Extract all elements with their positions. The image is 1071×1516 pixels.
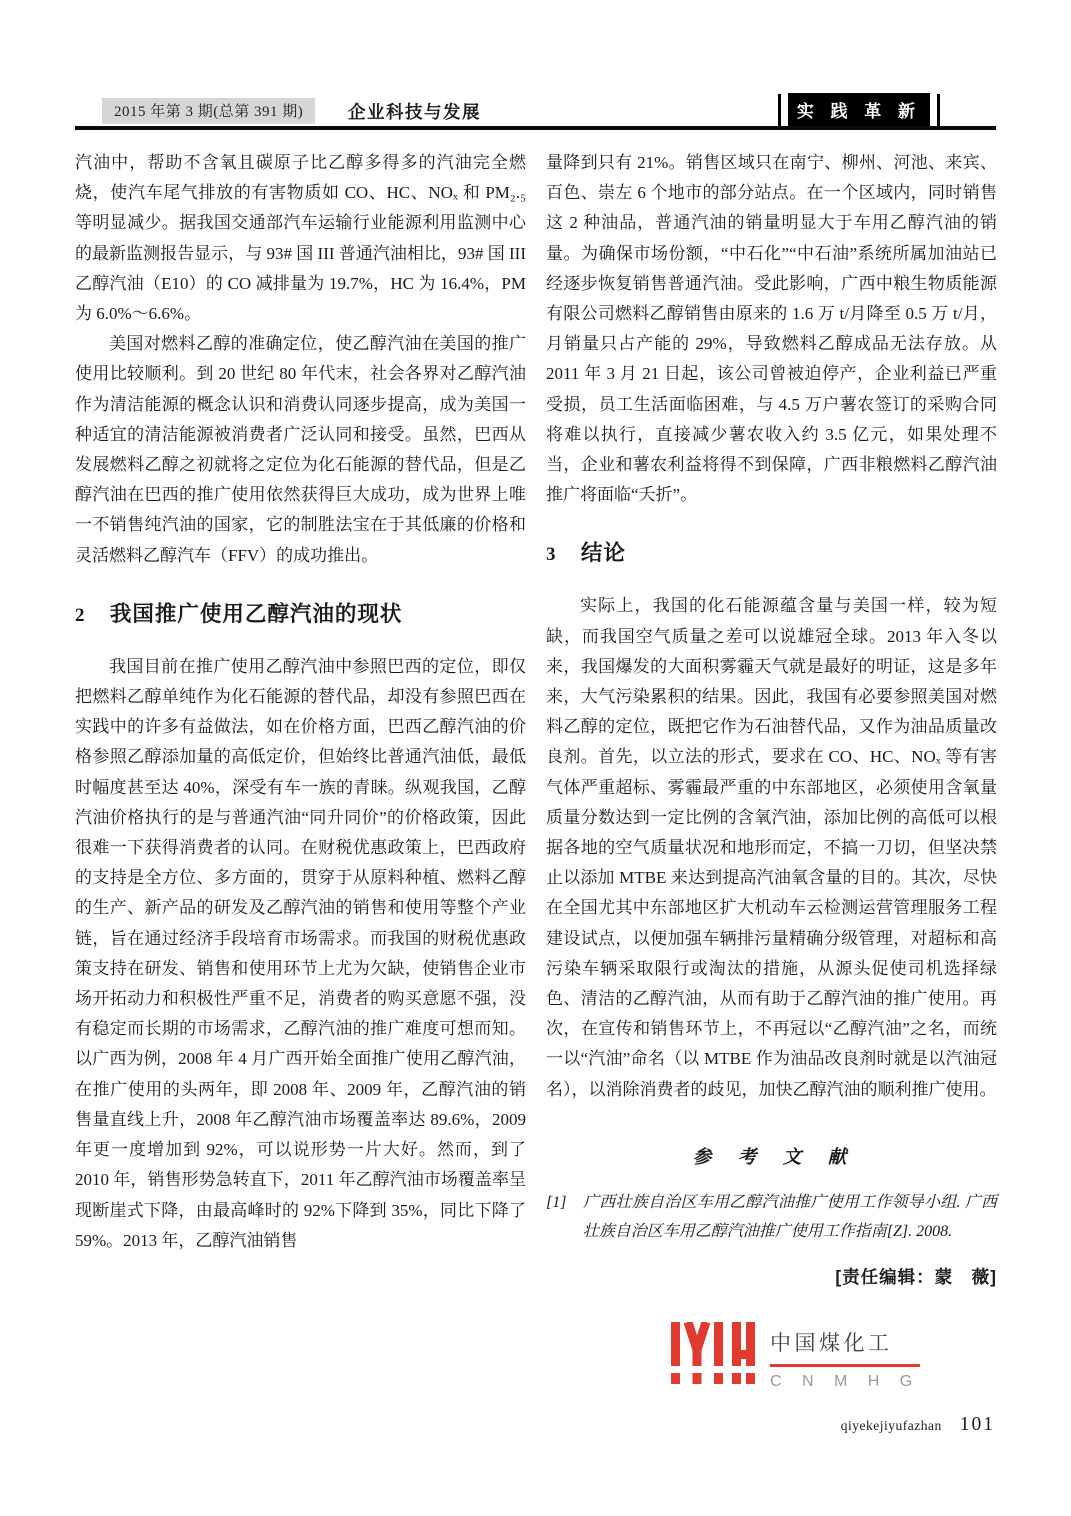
reference-item — [546, 1189, 997, 1246]
tag-left-bar — [778, 94, 781, 127]
reference-number: [1] — [546, 1194, 567, 1212]
section-heading-2 — [75, 598, 526, 631]
page-number: 101 — [959, 1414, 995, 1435]
paragraph: 我国目前在推广使用乙醇汽油中参照巴西的定位，即仅把燃料乙醇单纯作为化石能源的替代品，却没有参照巴西在实践中的许多有益做法，如在价格方面，巴西乙醇汽油的价格参照乙醇添加量的高低定价，但始终比普通汽油低，最低时幅度甚至达 40%，深受有车一族的青睐。纵观我国，乙醇汽油价格执行的是与普通汽油“同升同价”的价格政策，因此很难一下获得消费者的认同。在财税优惠政策上，巴西政府的支持是全方位、多方面的，贯穿于从原料种植、燃料乙醇的生产、新产品的研发及乙醇汽油的销售和使用等整个产业链，旨在通过经济手段培育市场需求。而我国的财税优惠政策支持在研发、销售和使用环节上尤为欠缺，使销售企业市场开拓动力和积极性严重不足，消费者的购买意愿不强，没有稳定而长期的市场需求，乙醇汽油的推广难度可想而知。以广西为例，2008 年 4 月广西开始全面推广使用乙醇汽油，在推广使用的头两年，即 2008 年、2009 年，乙醇汽油的销售量直线上升，2008 年乙醇汽油市场覆盖率达 89.6%，2009 年更一度增加到 92%，可以说形势一片大好。然而，到了 2010 年，销售形势急转直下，2011 年乙醇汽油市场覆盖率呈现断崖式下降，由最高峰时的 92%下降到 35%，同比下降了 59%。2013 年，乙醇汽油销售 — [75, 656, 526, 1250]
logo-cn-name: 中国煤化工 — [770, 1332, 893, 1355]
reference-text: 广西壮族自治区车用乙醇汽油推广使用工作领导小组. 广西壮族自治区车用乙醇汽油推广使用工作指南[Z]. 2008. — [582, 1194, 997, 1240]
cnmhg-logo-mark-icon — [671, 1322, 755, 1384]
paragraph: 量降到只有 21%。销售区域只在南宁、柳州、河池、来宾、百色、崇左 6 个地市的部分站点。在一个区域内，同时销售这 2 种油品，普通汽油的销量明显大于车用乙醇汽油的销量。为确保市场份额，“中石化”“中石油”系统所属加油站已经逐步恢复销售普通汽油。受此影响，广西中粮生物质能源有限公司燃料乙醇销售由原来的 1.6 万 t/月降至 0.5 万 t/月，月销量只占产能的 29%，导致燃料乙醇成品无法存放。从 2011 年 3 月 21 日起，该公司曾被迫停产，企业利益已严重受损，员工生活面临困难，与 4.5 万户薯农签订的采购合同将难以执行，直接减少薯农收入约 3.5 亿元，如果处理不当，企业和薯农利益将得不到保障，广西非粮燃料乙醇汽油推广将面临“夭折”。 — [546, 153, 997, 505]
right-column — [546, 148, 997, 1310]
section-heading-3 — [546, 537, 997, 570]
editor-credit: [责任编辑：蒙 薇] — [835, 1267, 997, 1288]
references-section — [546, 1143, 997, 1292]
journal-pinyin: qiyekejiyufazhan — [840, 1418, 942, 1433]
paragraph: 汽油中，帮助不含氧且碳原子比乙醇多得多的汽油完全燃烧，使汽车尾气排放的有害物质如 CO、HC、NOₓ 和 PM₂.₅ 等明显减少。据我国交通部汽车运输行业能源利用监测中心的最新监测报告显示，与 93# 国 III 普通汽油相比，93# 国 III 乙醇汽油（E10）的 CO 减排量为 19.7%，HC 为 16.4%，PM 为 6.0%～6.6%。 — [75, 153, 526, 324]
left-column — [75, 148, 526, 1256]
tag-right-bar — [937, 94, 940, 127]
section-title: 结论 — [580, 541, 626, 566]
journal-title: 企业科技与发展 — [348, 102, 481, 122]
section-title: 我国推广使用乙醇汽油的现状 — [109, 601, 403, 626]
section-number: 3 — [546, 544, 556, 566]
column-tag: 实 践 革 新 — [788, 93, 930, 127]
paragraph: 美国对燃料乙醇的准确定位，使乙醇汽油在美国的推广使用比较顺利。到 20 世纪 80 年代末，社会各界对乙醇汽油作为清洁能源的概念认识和消费认同逐步提高，成为美国一种适宜的清洁能源被消费者广泛认同和接受。虽然，巴西从发展燃料乙醇之初就将之定位为化石能源的替代品，但是乙醇汽油在巴西的推广使用依然获得巨大成功，成为世界上唯一不销售纯汽油的国家，它的制胜法宝在于其低廉的价格和灵活燃料乙醇汽车（FFV）的成功推出。 — [75, 334, 526, 565]
section-number: 2 — [75, 604, 85, 626]
page-footer — [841, 1414, 995, 1436]
logo-text-block — [770, 1322, 920, 1391]
references-heading: 参 考 文 献 — [692, 1147, 851, 1168]
page-header — [75, 96, 996, 128]
logo-underline — [770, 1364, 920, 1367]
paragraph: 实际上，我国的化石能源蕴含量与美国一样，较为短缺，而我国空气质量之差可以说雄冠全球。2013 年入冬以来，我国爆发的大面积雾霾天气就是最好的明证，这是多年来，大气污染累积的结果。因此，我国有必要参照美国对燃料乙醇的定位，既把它作为石油替代品，又作为油品质量改良剂。首先，以立法的形式，要求在 CO、HC、NOₓ 等有害气体严重超标、雾霾最严重的中东部地区，必须使用含氧量质量分数达到一定比例的含氧汽油，添加比例的高低可以根据各地的空气质量状况和地形而定，不搞一刀切，但坚决禁止以添加 MTBE 来达到提高汽油氧含量的目的。其次，尽快在全国尤其中东部地区扩大机动车云检测运营管理服务工程建设试点，以便加强车辆排污量精确分级管理，对超标和高污染车辆采取限行或淘汰的措施，从源头促使司机选择绿色、清洁的乙醇汽油，从而有助于乙醇汽油的推广使用。再次，在宣传和销售环节上，不再冠以“乙醇汽油”之名，而统一以“汽油”命名（以 MTBE 作为油品改良剂时就是以汽油冠名），以消除消费者的歧见，加快乙醇汽油的顺利推广使用。 — [546, 596, 997, 1099]
header-rule — [75, 126, 996, 130]
cnmhg-logo — [671, 1322, 920, 1391]
logo-en-name: C N M H G — [770, 1373, 921, 1390]
column-tag-group — [778, 93, 940, 127]
issue-label: 2015 年第 3 期(总第 391 期) — [102, 98, 315, 124]
